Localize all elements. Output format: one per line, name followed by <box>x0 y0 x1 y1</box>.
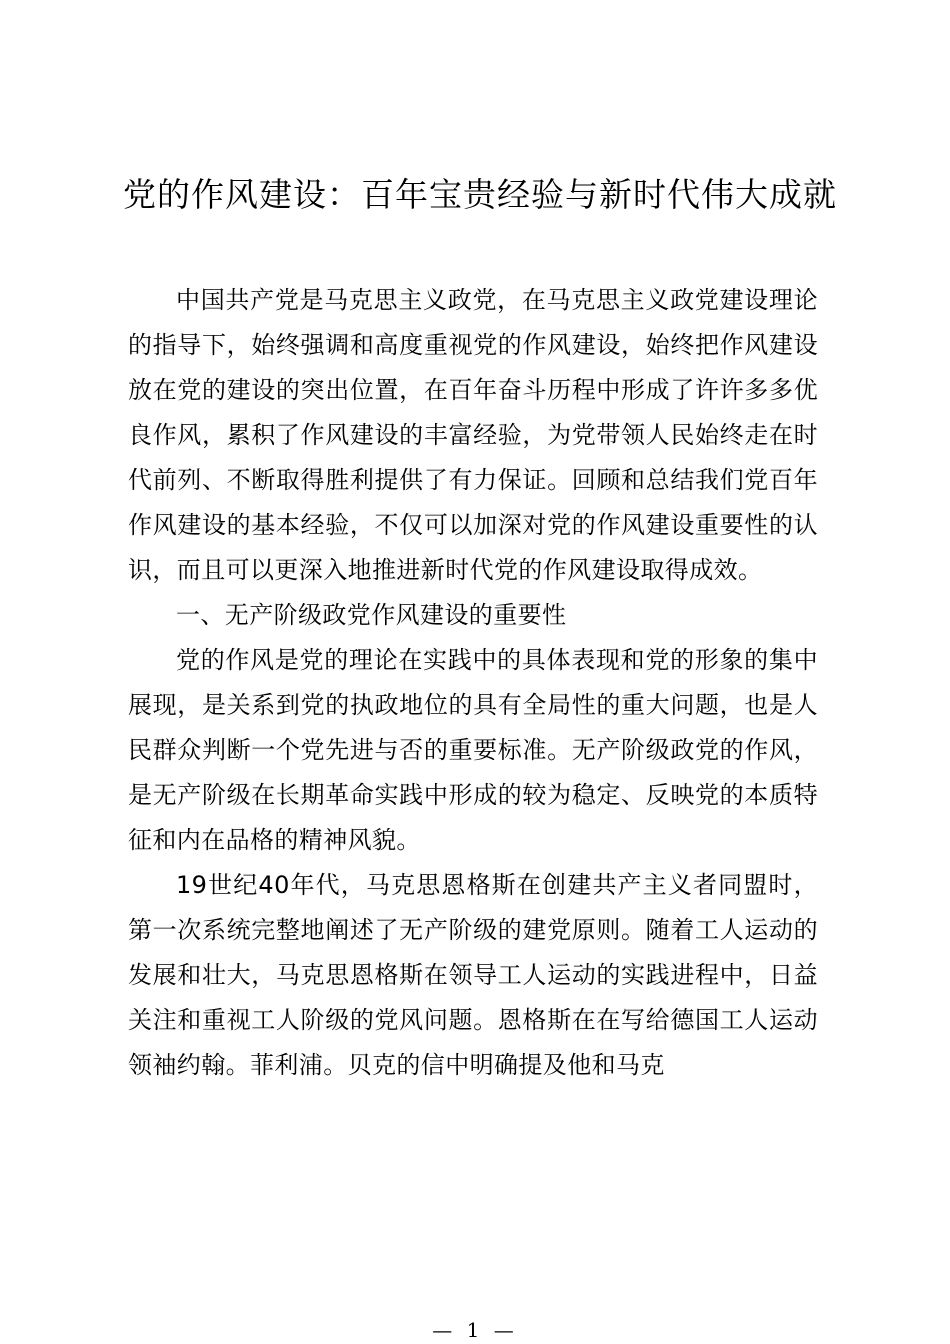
page-number: — 1 — <box>432 1318 518 1342</box>
paragraph-history: 19世纪40年代，马克思恩格斯在创建共产主义者同盟时，第一次系统完整地阐述了无产阶级的建党原则。随着工人运动的发展和壮大，马克思恩格斯在领导工人运动的实践进程中，日益关注和重视工人阶级的党风问题。恩格斯在在写给德国工人运动领袖约翰。菲利浦。贝克的信中明确提及他和马克 <box>128 871 818 1079</box>
paragraph-importance: 党的作风是党的理论在实践中的具体表现和党的形象的集中展现，是关系到党的执政地位的具有全局性的重大问题，也是人民群众判断一个党先进与否的重要标准。无产阶级政党的作风，是无产阶级在长期革命实践中形成的较为稳定、反映党的本质特征和内在品格的精神风貌。 <box>128 646 818 854</box>
document-body <box>128 278 818 1088</box>
section-heading: 一、无产阶级政党作风建设的重要性 <box>176 601 567 629</box>
paragraph-intro: 中国共产党是马克思主义政党，在马克思主义政党建设理论的指导下，始终强调和高度重视党的作风建设，始终把作风建设放在党的建设的突出位置，在百年奋斗历程中形成了许许多多优良作风，累积了作风建设的丰富经验，为党带领人民始终走在时代前列、不断取得胜利提供了有力保证。回顾和总结我们党百年作风建设的基本经验，不仅可以加深对党的作风建设重要性的认识，而且可以更深入地推进新时代党的作风建设取得成效。 <box>128 286 818 584</box>
document-title: 党的作风建设：百年宝贵经验与新时代伟大成就 <box>123 175 837 214</box>
